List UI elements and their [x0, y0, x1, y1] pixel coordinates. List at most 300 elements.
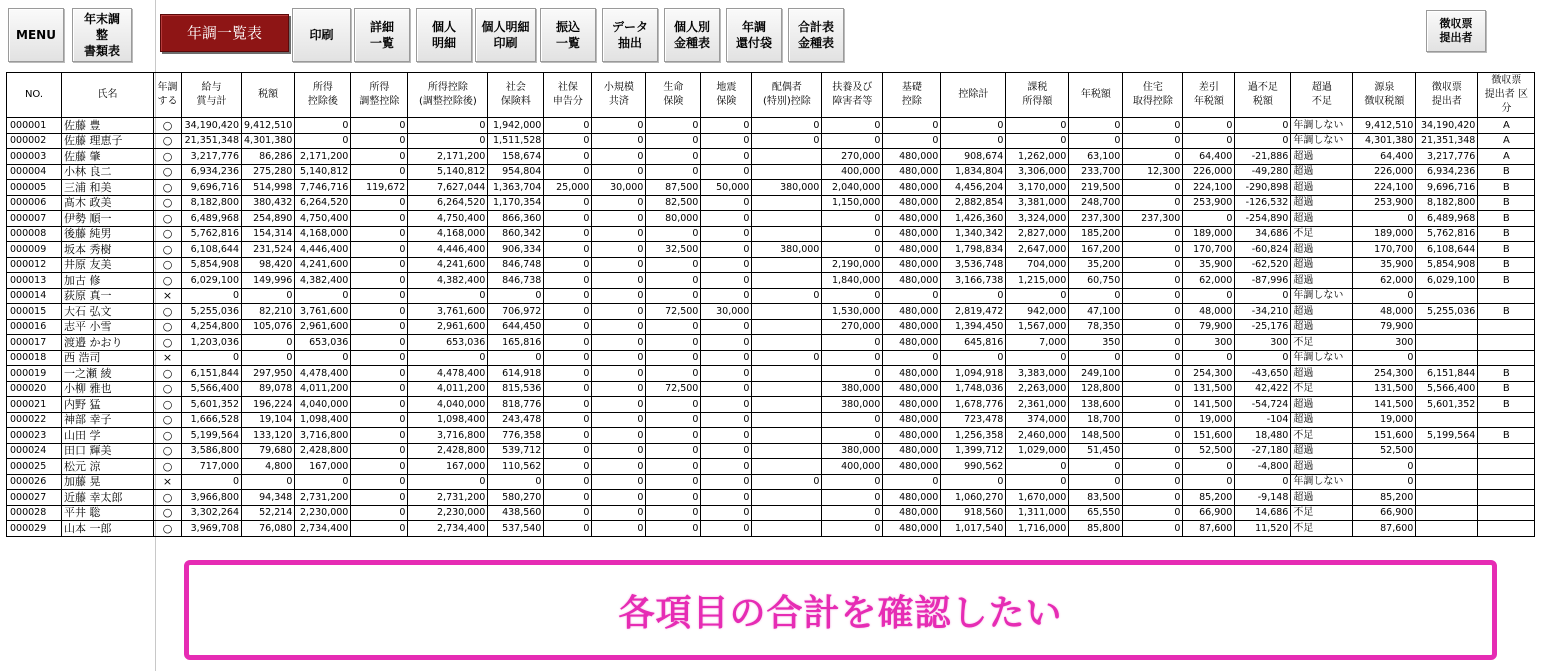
table-cell[interactable]: 0 — [544, 350, 592, 366]
table-cell[interactable]: 0 — [1183, 211, 1235, 227]
cell-name[interactable]: 後藤 純男 — [62, 226, 154, 242]
table-cell[interactable]: 0 — [701, 412, 752, 428]
table-cell[interactable]: 0 — [701, 257, 752, 273]
table-cell[interactable]: 4,254,800 — [182, 319, 242, 335]
table-cell[interactable]: 133,120 — [242, 428, 295, 444]
table-cell[interactable]: 0 — [646, 521, 701, 537]
table-cell[interactable]: 87,500 — [646, 180, 701, 196]
table-cell[interactable]: 0 — [822, 428, 883, 444]
cell-adjust-mark[interactable]: × — [154, 474, 182, 490]
table-cell[interactable]: B — [1478, 397, 1535, 413]
table-cell[interactable]: 0 — [1006, 118, 1069, 134]
table-cell[interactable]: 64,400 — [1353, 149, 1416, 165]
table-cell[interactable]: 2,961,600 — [408, 319, 488, 335]
table-cell[interactable] — [1478, 319, 1535, 335]
table-cell[interactable]: 超過 — [1291, 443, 1353, 459]
table-cell[interactable] — [1416, 319, 1478, 335]
table-cell[interactable]: 196,224 — [242, 397, 295, 413]
table-cell[interactable]: 0 — [351, 521, 408, 537]
table-cell[interactable]: 48,000 — [1353, 304, 1416, 320]
table-row[interactable] — [7, 319, 1535, 335]
table-cell[interactable] — [1478, 412, 1535, 428]
table-cell[interactable]: 79,900 — [1183, 319, 1235, 335]
table-cell[interactable] — [752, 521, 822, 537]
table-cell[interactable]: 170,700 — [1183, 242, 1235, 258]
table-cell[interactable]: 0 — [1006, 350, 1069, 366]
table-cell[interactable]: 2,819,472 — [941, 304, 1006, 320]
table-cell[interactable]: 0 — [592, 428, 646, 444]
table-cell[interactable]: 4,446,400 — [408, 242, 488, 258]
table-cell[interactable]: 5,255,036 — [1416, 304, 1478, 320]
table-cell[interactable]: 0 — [351, 459, 408, 475]
table-cell[interactable]: 0 — [701, 118, 752, 134]
table-cell[interactable]: 35,200 — [1069, 257, 1123, 273]
personal-denomination-button[interactable]: 個人別 金種表 — [664, 8, 720, 62]
table-cell[interactable]: 0 — [351, 195, 408, 211]
table-cell[interactable]: 79,680 — [242, 443, 295, 459]
table-cell[interactable]: 0 — [544, 304, 592, 320]
table-cell[interactable]: 0 — [883, 118, 941, 134]
table-cell[interactable]: 1,060,270 — [941, 490, 1006, 506]
table-cell[interactable]: 815,536 — [488, 381, 544, 397]
table-cell[interactable]: 0 — [351, 304, 408, 320]
cell-no[interactable]: 000013 — [7, 273, 62, 289]
table-cell[interactable]: 34,190,420 — [182, 118, 242, 134]
table-cell[interactable]: 3,383,000 — [1006, 366, 1069, 382]
table-cell[interactable]: 11,520 — [1235, 521, 1291, 537]
table-cell[interactable]: 0 — [646, 149, 701, 165]
table-cell[interactable]: 380,000 — [822, 443, 883, 459]
table-cell[interactable]: 0 — [295, 474, 351, 490]
table-cell[interactable]: 380,000 — [822, 381, 883, 397]
table-cell[interactable]: 151,600 — [1353, 428, 1416, 444]
table-cell[interactable]: 0 — [544, 459, 592, 475]
table-cell[interactable]: 480,000 — [883, 257, 941, 273]
table-cell[interactable]: 480,000 — [883, 180, 941, 196]
table-cell[interactable]: 0 — [592, 118, 646, 134]
table-cell[interactable]: 653,036 — [408, 335, 488, 351]
cell-no[interactable]: 000028 — [7, 505, 62, 521]
data-extract-button[interactable]: データ 抽出 — [602, 8, 658, 62]
table-row[interactable] — [7, 195, 1535, 211]
cell-adjust-mark[interactable]: ○ — [154, 428, 182, 444]
cell-name[interactable]: 松元 涼 — [62, 459, 154, 475]
table-cell[interactable]: 0 — [1353, 211, 1416, 227]
table-cell[interactable]: 110,562 — [488, 459, 544, 475]
table-cell[interactable]: 1,670,000 — [1006, 490, 1069, 506]
table-cell[interactable]: 2,263,000 — [1006, 381, 1069, 397]
table-cell[interactable] — [752, 164, 822, 180]
table-row[interactable] — [7, 133, 1535, 149]
table-cell[interactable] — [752, 257, 822, 273]
table-cell[interactable]: 480,000 — [883, 459, 941, 475]
table-row[interactable] — [7, 304, 1535, 320]
table-cell[interactable]: 4,241,600 — [408, 257, 488, 273]
table-cell[interactable]: 300 — [1235, 335, 1291, 351]
table-cell[interactable]: 87,600 — [1353, 521, 1416, 537]
table-cell[interactable]: 0 — [646, 257, 701, 273]
table-cell[interactable]: 85,200 — [1353, 490, 1416, 506]
table-row[interactable] — [7, 257, 1535, 273]
table-cell[interactable]: 0 — [1123, 257, 1183, 273]
table-cell[interactable]: 7,000 — [1006, 335, 1069, 351]
table-cell[interactable]: 1,748,036 — [941, 381, 1006, 397]
table-cell[interactable]: 超過 — [1291, 257, 1353, 273]
table-cell[interactable]: 0 — [592, 149, 646, 165]
table-cell[interactable] — [752, 195, 822, 211]
table-cell[interactable]: 83,500 — [1069, 490, 1123, 506]
table-cell[interactable]: 270,000 — [822, 319, 883, 335]
table-cell[interactable]: 65,550 — [1069, 505, 1123, 521]
table-cell[interactable]: 0 — [351, 474, 408, 490]
table-cell[interactable]: 480,000 — [883, 412, 941, 428]
table-cell[interactable]: 34,190,420 — [1416, 118, 1478, 134]
table-cell[interactable]: 0 — [592, 490, 646, 506]
table-cell[interactable]: -104 — [1235, 412, 1291, 428]
table-cell[interactable]: 380,000 — [752, 242, 822, 258]
table-cell[interactable]: -290,898 — [1235, 180, 1291, 196]
table-cell[interactable]: 846,748 — [488, 257, 544, 273]
cell-name[interactable]: 加古 修 — [62, 273, 154, 289]
table-cell[interactable]: -60,824 — [1235, 242, 1291, 258]
cell-no[interactable]: 000005 — [7, 180, 62, 196]
table-cell[interactable]: 0 — [592, 505, 646, 521]
table-row[interactable] — [7, 490, 1535, 506]
table-cell[interactable]: 1,256,358 — [941, 428, 1006, 444]
table-cell[interactable]: 0 — [592, 459, 646, 475]
table-cell[interactable]: 0 — [1123, 443, 1183, 459]
table-cell[interactable]: 0 — [701, 242, 752, 258]
cell-adjust-mark[interactable]: ○ — [154, 397, 182, 413]
table-cell[interactable]: 0 — [1069, 474, 1123, 490]
table-cell[interactable]: 0 — [822, 335, 883, 351]
table-cell[interactable]: B — [1478, 211, 1535, 227]
cell-name[interactable]: 三浦 和美 — [62, 180, 154, 196]
table-cell[interactable]: 480,000 — [883, 164, 941, 180]
table-cell[interactable]: 918,560 — [941, 505, 1006, 521]
table-cell[interactable] — [752, 428, 822, 444]
table-cell[interactable]: 0 — [1235, 474, 1291, 490]
table-cell[interactable]: 167,200 — [1069, 242, 1123, 258]
table-cell[interactable]: 0 — [1123, 133, 1183, 149]
table-cell[interactable]: 60,750 — [1069, 273, 1123, 289]
table-cell[interactable]: 3,306,000 — [1006, 164, 1069, 180]
cell-adjust-mark[interactable]: ○ — [154, 443, 182, 459]
table-cell[interactable]: 0 — [592, 412, 646, 428]
table-cell[interactable]: 131,500 — [1353, 381, 1416, 397]
table-cell[interactable]: 5,762,816 — [182, 226, 242, 242]
table-cell[interactable]: 25,000 — [544, 180, 592, 196]
table-cell[interactable]: 0 — [646, 366, 701, 382]
table-row[interactable] — [7, 366, 1535, 382]
table-cell[interactable]: 170,700 — [1353, 242, 1416, 258]
table-cell[interactable] — [1478, 350, 1535, 366]
table-cell[interactable]: 82,500 — [646, 195, 701, 211]
table-cell[interactable]: 0 — [351, 335, 408, 351]
cell-no[interactable]: 000020 — [7, 381, 62, 397]
cell-no[interactable]: 000029 — [7, 521, 62, 537]
table-cell[interactable]: 1,798,834 — [941, 242, 1006, 258]
table-cell[interactable]: 0 — [488, 288, 544, 304]
table-cell[interactable]: 167,000 — [295, 459, 351, 475]
table-cell[interactable]: 4,750,400 — [408, 211, 488, 227]
table-cell[interactable]: 0 — [941, 288, 1006, 304]
table-cell[interactable]: 226,000 — [1183, 164, 1235, 180]
table-cell[interactable]: 89,078 — [242, 381, 295, 397]
cell-adjust-mark[interactable]: ○ — [154, 149, 182, 165]
table-cell[interactable]: 2,731,200 — [295, 490, 351, 506]
table-cell[interactable]: 2,171,200 — [408, 149, 488, 165]
cell-name[interactable]: 一之瀬 綾 — [62, 366, 154, 382]
cell-adjust-mark[interactable]: × — [154, 288, 182, 304]
table-cell[interactable]: 0 — [701, 273, 752, 289]
table-cell[interactable]: 374,000 — [1006, 412, 1069, 428]
table-cell[interactable]: 0 — [592, 211, 646, 227]
table-cell[interactable]: 149,996 — [242, 273, 295, 289]
table-cell[interactable]: 0 — [822, 226, 883, 242]
table-cell[interactable]: 0 — [592, 226, 646, 242]
table-cell[interactable]: 818,776 — [488, 397, 544, 413]
cell-adjust-mark[interactable]: ○ — [154, 490, 182, 506]
cell-no[interactable]: 000006 — [7, 195, 62, 211]
table-cell[interactable]: 253,900 — [1353, 195, 1416, 211]
table-cell[interactable]: 年調しない — [1291, 288, 1353, 304]
table-cell[interactable]: 514,998 — [242, 180, 295, 196]
table-cell[interactable] — [1416, 350, 1478, 366]
table-cell[interactable] — [1478, 505, 1535, 521]
table-cell[interactable] — [1416, 505, 1478, 521]
table-cell[interactable]: 1,340,342 — [941, 226, 1006, 242]
table-row[interactable] — [7, 397, 1535, 413]
cell-adjust-mark[interactable]: ○ — [154, 459, 182, 475]
table-cell[interactable]: 4,241,600 — [295, 257, 351, 273]
table-cell[interactable]: 3,217,776 — [182, 149, 242, 165]
table-cell[interactable]: 0 — [351, 133, 408, 149]
table-cell[interactable]: 3,166,738 — [941, 273, 1006, 289]
year-end-list-button[interactable]: 年調一覧表 — [160, 14, 289, 52]
table-cell[interactable]: 0 — [1235, 118, 1291, 134]
table-cell[interactable]: 0 — [351, 397, 408, 413]
table-cell[interactable]: 1,262,000 — [1006, 149, 1069, 165]
cell-name[interactable]: 髙木 政美 — [62, 195, 154, 211]
table-cell[interactable]: 300 — [1353, 335, 1416, 351]
cell-adjust-mark[interactable]: ○ — [154, 273, 182, 289]
cell-name[interactable]: 山本 一郎 — [62, 521, 154, 537]
table-cell[interactable]: 2,961,600 — [295, 319, 351, 335]
table-cell[interactable]: B — [1478, 226, 1535, 242]
table-cell[interactable]: 85,800 — [1069, 521, 1123, 537]
table-cell[interactable]: 超過 — [1291, 366, 1353, 382]
table-cell[interactable]: 4,301,380 — [242, 133, 295, 149]
table-cell[interactable]: 0 — [592, 443, 646, 459]
table-cell[interactable]: 233,700 — [1069, 164, 1123, 180]
table-cell[interactable]: 5,140,812 — [295, 164, 351, 180]
table-cell[interactable]: 19,000 — [1353, 412, 1416, 428]
table-cell[interactable]: 0 — [646, 350, 701, 366]
table-cell[interactable]: 5,255,036 — [182, 304, 242, 320]
table-cell[interactable]: 0 — [408, 350, 488, 366]
table-cell[interactable] — [1416, 521, 1478, 537]
table-cell[interactable]: 866,360 — [488, 211, 544, 227]
table-row[interactable] — [7, 180, 1535, 196]
year-end-docs-button[interactable]: 年末調 整 書類表 — [72, 8, 132, 62]
table-cell[interactable]: 0 — [182, 350, 242, 366]
table-cell[interactable]: 5,199,564 — [1416, 428, 1478, 444]
table-cell[interactable]: 776,358 — [488, 428, 544, 444]
table-cell[interactable]: 0 — [1353, 288, 1416, 304]
table-cell[interactable] — [752, 319, 822, 335]
table-cell[interactable]: 0 — [351, 412, 408, 428]
table-cell[interactable]: 6,029,100 — [1416, 273, 1478, 289]
cell-no[interactable]: 000012 — [7, 257, 62, 273]
table-cell[interactable]: 0 — [701, 335, 752, 351]
table-cell[interactable]: 0 — [822, 133, 883, 149]
table-cell[interactable]: 9,412,510 — [1353, 118, 1416, 134]
cell-adjust-mark[interactable]: ○ — [154, 242, 182, 258]
table-cell[interactable]: 5,601,352 — [1416, 397, 1478, 413]
table-cell[interactable]: 0 — [592, 195, 646, 211]
table-cell[interactable]: 0 — [544, 242, 592, 258]
table-cell[interactable]: 0 — [544, 505, 592, 521]
table-cell[interactable]: 0 — [822, 366, 883, 382]
table-cell[interactable] — [1478, 335, 1535, 351]
table-cell[interactable]: 0 — [544, 335, 592, 351]
table-cell[interactable]: 1,716,000 — [1006, 521, 1069, 537]
cell-adjust-mark[interactable]: ○ — [154, 505, 182, 521]
table-cell[interactable]: 0 — [646, 226, 701, 242]
table-cell[interactable]: 0 — [592, 319, 646, 335]
table-cell[interactable]: -25,176 — [1235, 319, 1291, 335]
table-cell[interactable]: 0 — [941, 350, 1006, 366]
table-cell[interactable]: 942,000 — [1006, 304, 1069, 320]
cell-adjust-mark[interactable]: ○ — [154, 335, 182, 351]
table-cell[interactable]: 119,672 — [351, 180, 408, 196]
table-cell[interactable]: 1,399,712 — [941, 443, 1006, 459]
table-cell[interactable]: 1,834,804 — [941, 164, 1006, 180]
cell-no[interactable]: 000008 — [7, 226, 62, 242]
table-cell[interactable]: 3,217,776 — [1416, 149, 1478, 165]
table-cell[interactable]: 0 — [1183, 133, 1235, 149]
table-cell[interactable]: 98,420 — [242, 257, 295, 273]
table-cell[interactable]: 0 — [701, 288, 752, 304]
table-cell[interactable]: 0 — [592, 397, 646, 413]
cell-name[interactable]: 志平 小雪 — [62, 319, 154, 335]
table-cell[interactable]: 4,382,400 — [408, 273, 488, 289]
table-cell[interactable]: 0 — [544, 133, 592, 149]
table-cell[interactable]: 0 — [544, 397, 592, 413]
table-cell[interactable] — [752, 490, 822, 506]
table-cell[interactable]: 167,000 — [408, 459, 488, 475]
table-cell[interactable]: 0 — [592, 350, 646, 366]
table-cell[interactable]: 0 — [1123, 226, 1183, 242]
table-cell[interactable]: 不足 — [1291, 428, 1353, 444]
table-cell[interactable]: 超過 — [1291, 490, 1353, 506]
table-cell[interactable]: 0 — [701, 443, 752, 459]
table-cell[interactable]: 0 — [592, 133, 646, 149]
table-cell[interactable]: 1,203,036 — [182, 335, 242, 351]
table-cell[interactable]: 0 — [941, 133, 1006, 149]
table-cell[interactable]: 0 — [822, 288, 883, 304]
table-cell[interactable]: 1,678,776 — [941, 397, 1006, 413]
table-cell[interactable]: 0 — [646, 273, 701, 289]
table-row[interactable] — [7, 412, 1535, 428]
table-cell[interactable]: 400,000 — [822, 459, 883, 475]
table-cell[interactable] — [1416, 443, 1478, 459]
table-cell[interactable]: 6,264,520 — [295, 195, 351, 211]
table-cell[interactable]: 19,000 — [1183, 412, 1235, 428]
table-cell[interactable]: 0 — [592, 304, 646, 320]
table-cell[interactable]: B — [1478, 304, 1535, 320]
table-cell[interactable]: 644,450 — [488, 319, 544, 335]
table-cell[interactable]: -43,650 — [1235, 366, 1291, 382]
table-cell[interactable]: 1,098,400 — [408, 412, 488, 428]
table-cell[interactable]: 0 — [1123, 381, 1183, 397]
table-cell[interactable]: 0 — [752, 474, 822, 490]
table-cell[interactable]: 185,200 — [1069, 226, 1123, 242]
table-cell[interactable]: 0 — [646, 319, 701, 335]
table-cell[interactable]: 1,170,354 — [488, 195, 544, 211]
table-cell[interactable]: 0 — [883, 350, 941, 366]
table-cell[interactable]: 0 — [351, 242, 408, 258]
table-cell[interactable]: 0 — [883, 288, 941, 304]
table-cell[interactable]: 0 — [544, 428, 592, 444]
table-cell[interactable]: 580,270 — [488, 490, 544, 506]
table-row[interactable] — [7, 474, 1535, 490]
table-cell[interactable]: 645,816 — [941, 335, 1006, 351]
table-cell[interactable]: 0 — [822, 490, 883, 506]
table-cell[interactable]: 30,000 — [592, 180, 646, 196]
table-cell[interactable]: 66,900 — [1183, 505, 1235, 521]
table-cell[interactable]: 94,348 — [242, 490, 295, 506]
table-cell[interactable]: 717,000 — [182, 459, 242, 475]
table-cell[interactable]: 18,700 — [1069, 412, 1123, 428]
table-row[interactable] — [7, 242, 1535, 258]
table-cell[interactable]: 0 — [544, 412, 592, 428]
table-cell[interactable]: 0 — [1123, 366, 1183, 382]
table-cell[interactable]: 2,647,000 — [1006, 242, 1069, 258]
table-cell[interactable]: 0 — [1123, 350, 1183, 366]
table-cell[interactable]: 超過 — [1291, 180, 1353, 196]
table-cell[interactable]: 1,394,450 — [941, 319, 1006, 335]
table-cell[interactable]: 超過 — [1291, 459, 1353, 475]
table-cell[interactable]: 7,746,716 — [295, 180, 351, 196]
table-cell[interactable]: 1,098,400 — [295, 412, 351, 428]
table-cell[interactable]: 0 — [1123, 397, 1183, 413]
table-cell[interactable]: 0 — [1123, 319, 1183, 335]
table-row[interactable] — [7, 226, 1535, 242]
table-cell[interactable]: 0 — [351, 211, 408, 227]
cell-no[interactable]: 000019 — [7, 366, 62, 382]
table-cell[interactable]: 0 — [1006, 133, 1069, 149]
table-cell[interactable]: 2,460,000 — [1006, 428, 1069, 444]
table-row[interactable] — [7, 459, 1535, 475]
table-cell[interactable]: 480,000 — [883, 195, 941, 211]
cell-name[interactable]: 加藤 晃 — [62, 474, 154, 490]
table-row[interactable] — [7, 149, 1535, 165]
table-cell[interactable]: 7,627,044 — [408, 180, 488, 196]
table-cell[interactable]: -254,890 — [1235, 211, 1291, 227]
table-cell[interactable]: 0 — [646, 412, 701, 428]
table-cell[interactable]: 0 — [1123, 412, 1183, 428]
table-cell[interactable]: 0 — [1123, 428, 1183, 444]
table-cell[interactable]: 0 — [646, 335, 701, 351]
table-cell[interactable]: 52,214 — [242, 505, 295, 521]
table-cell[interactable]: 5,140,812 — [408, 164, 488, 180]
table-cell[interactable]: 9,696,716 — [1416, 180, 1478, 196]
table-cell[interactable]: 350 — [1069, 335, 1123, 351]
table-cell[interactable]: 超過 — [1291, 412, 1353, 428]
cell-no[interactable]: 000002 — [7, 133, 62, 149]
